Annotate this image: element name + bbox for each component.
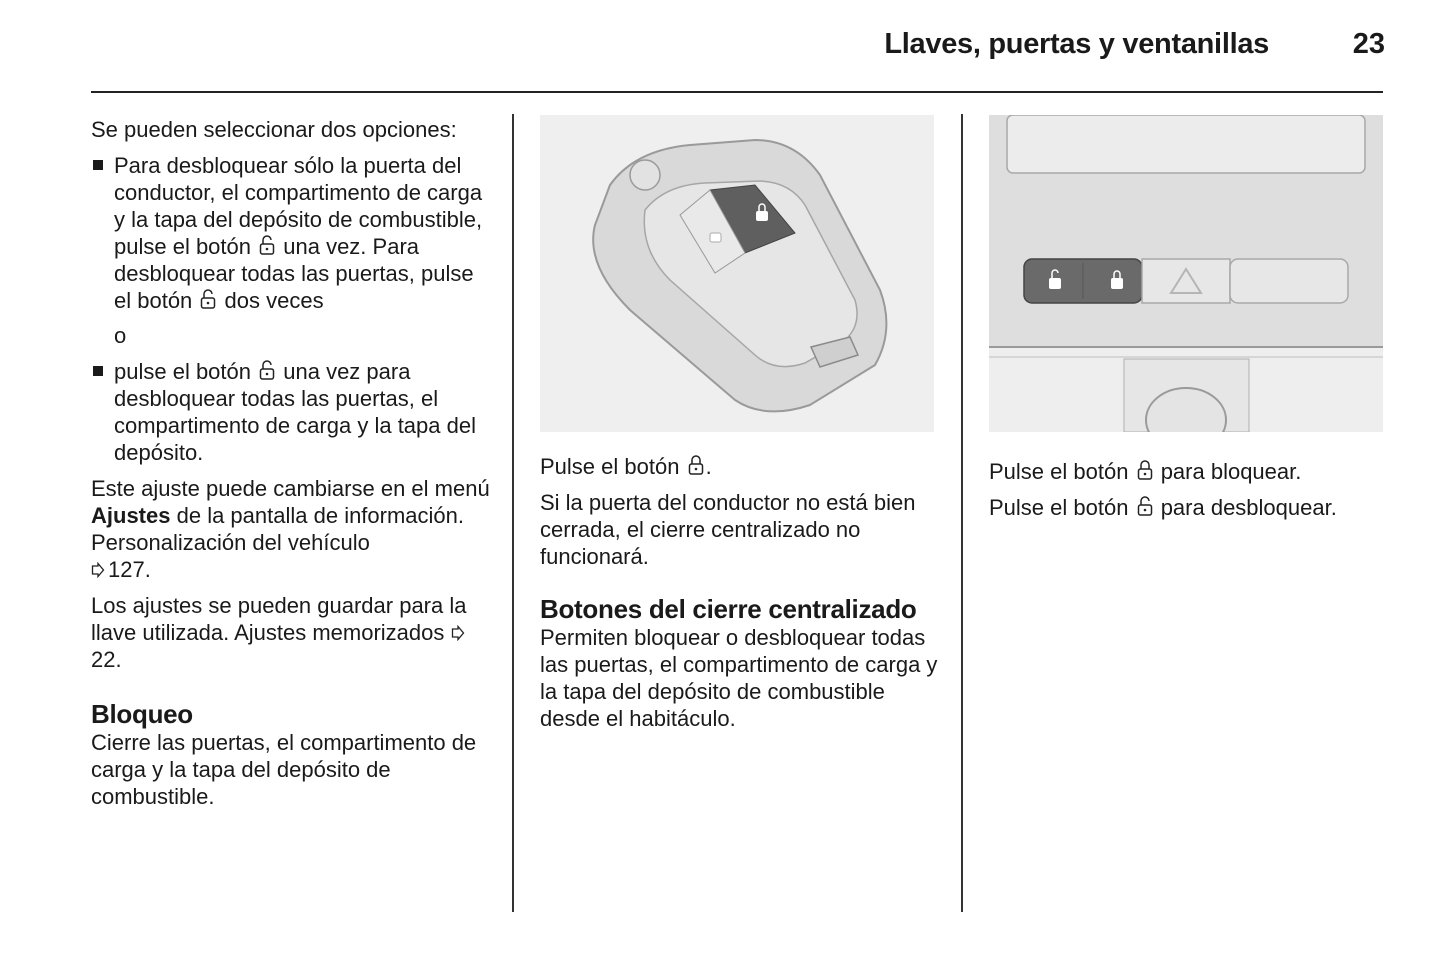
reference-arrow-icon [451,625,465,641]
dashboard-drawing [989,115,1383,432]
option-bullet-2 [91,358,491,466]
or-text: o [114,323,127,348]
settings-text-a: Este ajuste puede cambiarse en el menú [91,476,490,501]
press-text-a: Pulse el botón [540,454,680,479]
option-bullet-1 [91,152,491,349]
press-lock-text [540,453,940,480]
column-divider-1 [512,114,514,912]
saved-settings-paragraph [91,592,491,673]
settings-text-b: de la pantalla de información. Personalización del vehículo [91,503,465,555]
lock-paragraph: Cierre las puertas, el compartimento de carga y la tapa del depósito de combustible. [91,730,477,809]
bullet1-text-b: una vez. Para desbloquear todas las puertas, pulse el botón [114,234,474,313]
page-reference-link-22[interactable]: 22. [91,647,122,672]
lock-instruction-b: para bloquear. [1160,459,1302,484]
bullet-square-icon [93,366,103,376]
saved-text: Los ajustes se pueden guardar para la llave utilizada. Ajustes memorizados [91,593,467,645]
lock-closed-icon [688,454,704,476]
bullet-square-icon [93,160,103,170]
press-text-b: . [705,454,712,479]
lock-open-icon [259,359,275,381]
intro-text: Se pueden seleccionar dos opciones: [91,117,457,142]
bullet1-text-c: dos veces [224,288,324,313]
key-fob-drawing [540,115,934,432]
bullet2-text-a: pulse el botón [114,359,251,384]
page-reference-link-127[interactable]: 127. [108,557,151,582]
bullet1-text-a: Para desbloquear sólo la puerta del conductor, el compartimento de carga y la tapa del depósito de combustible, pulse el botón [114,153,483,259]
column-divider-2 [961,114,963,912]
bullet2-text-b: una vez para desbloquear todas las puertas, el compartimento de carga y la tapa del depósito. [114,359,476,465]
unlock-instruction-a: Pulse el botón [989,495,1129,520]
settings-menu-name: Ajustes [91,503,171,528]
lock-open-icon [200,288,216,310]
reference-arrow-icon [91,562,105,578]
lock-instruction [989,458,1389,485]
lock-open-icon [1137,495,1153,517]
middle-column [540,451,940,741]
buttons-paragraph: Permiten bloquear o desbloquear todas las puertas, el compartimento de carga y la tapa del depósito de combustible desde el habitáculo. [540,625,938,731]
page-number: 23 [1352,28,1385,60]
section-heading-bloqueo: Bloqueo [91,699,193,729]
running-header-title: Llaves, puertas y ventanillas [884,28,1269,60]
unlock-instruction-b: para desbloquear. [1160,495,1337,520]
lock-open-icon [259,234,275,256]
central-lock-buttons-illustration [989,115,1383,432]
section-heading-botones: Botones del cierre centralizado [540,594,917,624]
lock-instruction-a: Pulse el botón [989,459,1129,484]
right-column [989,456,1389,530]
left-column [91,112,491,819]
settings-paragraph [91,475,491,583]
unlock-instruction [989,494,1389,521]
key-fob-illustration [540,115,934,432]
lock-closed-icon [1137,459,1153,481]
header-rule [91,91,1383,93]
driver-door-text: Si la puerta del conductor no está bien cerrada, el cierre centralizado no funcionará. [540,490,916,569]
